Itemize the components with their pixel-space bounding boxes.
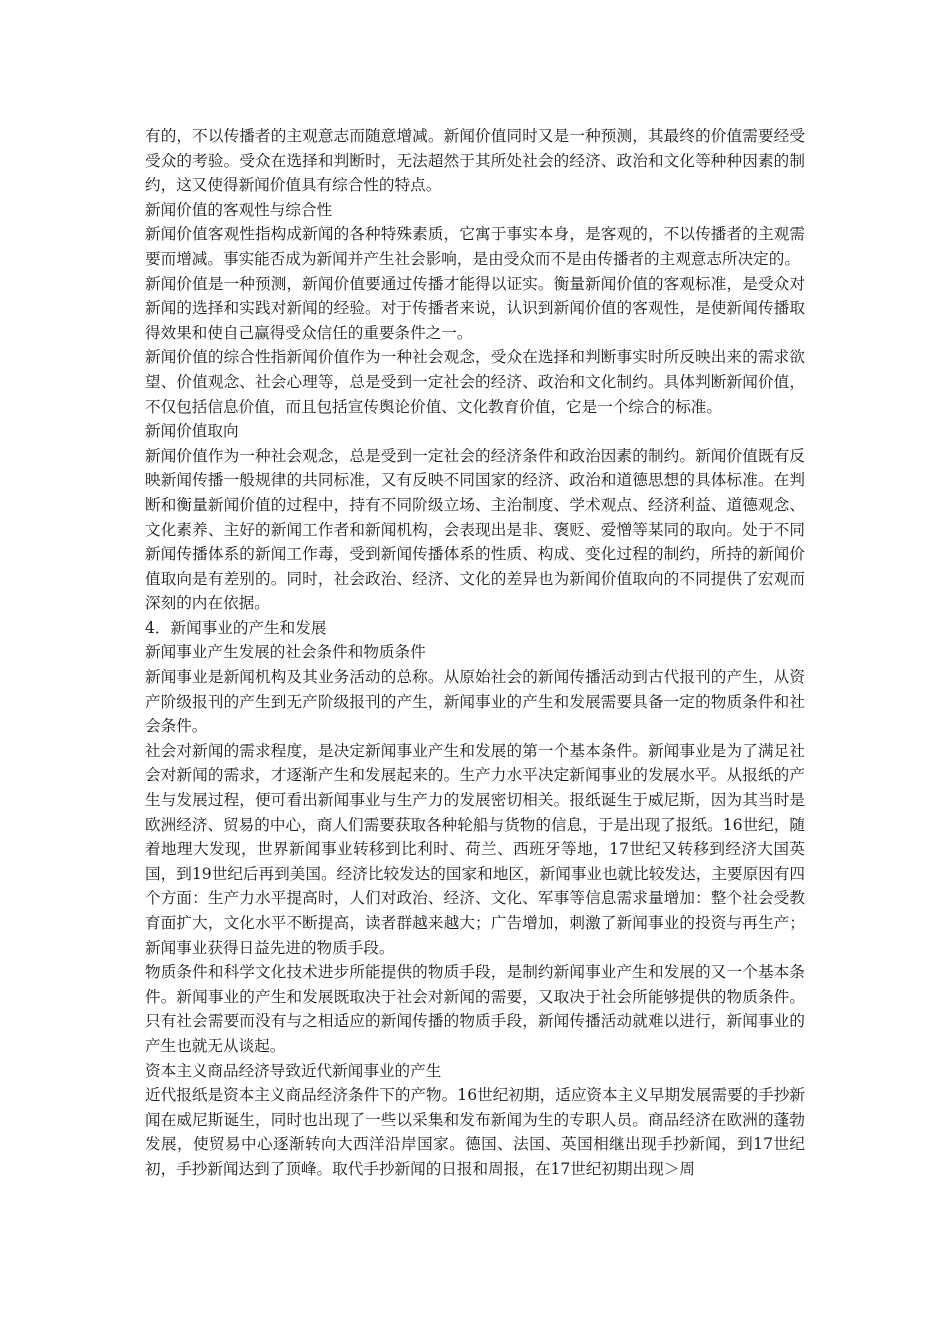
paragraph-material-conditions: 物质条件和科学文化技术进步所能提供的物质手段，是制约新闻事业产生和发展的又一个基本条件。新闻事业的产生和发展既取决于社会对新闻的需要，又取决于社会所能够提供的物质条件。只有社会需要而没有与之相适应的新闻传播的物质手段，新闻传播活动就难以进行，新闻事业的产生也就无从谈起。	[145, 963, 805, 1055]
subheading-conditions: 新闻事业产生发展的社会条件和物质条件	[145, 643, 426, 662]
paragraph-prediction: 新闻价值是一种预测，新闻价值要通过传播才能得以证实。衡量新闻价值的客观标准，是受众对新闻的选择和实践对新闻的经验。对于传播者来说，认识到新闻价值的客观性，是使新闻传播取得效果和使自己赢得受众信任的重要条件之一。	[145, 274, 805, 342]
paragraph-modern-newspapers: 近代报纸是资本主义商品经济条件下的产物。16世纪初期，适应资本主义早期发展需要的手抄新闻在威尼斯诞生，同时也出现了一些以采集和发布新闻为生的专职人员。商品经济在欧洲的蓬勃发展，使贸易中心逐渐转向大西洋沿岸国家。德国、法国、英国相继出现手抄新闻，到17世纪初，手抄新闻达到了顶峰。取代手抄新闻的日报和周报，在17世纪初期出现＞周	[145, 1086, 805, 1178]
subheading-capitalist-economy: 资本主义商品经济导致近代新闻事业的产生	[145, 1061, 442, 1080]
paragraph-social-demand: 社会对新闻的需求程度，是决定新闻事业产生和发展的第一个基本条件。新闻事业是为了满足社会对新闻的需求，才逐渐产生和发展起来的。生产力水平决定新闻事业的发展水平。从报纸的产生与发展过程，便可看出新闻事业与生产力的发展密切相关。报纸诞生于威尼斯，因为其当时是欧洲经济、贸易的中心，商人们需要获取各种轮船与货物的信息，于是出现了报纸。16世纪，随着地理大发现，世界新闻事业转移到比利时、荷兰、西班牙等地，17世纪又转移到经济大国英国，到19世纪后再到美国。经济比较发达的国家和地区，新闻事业也就比较发达，主要原因有四个方面：生产力水平提高时，人们对政治、经济、文化、军事等信息需求量增加：整个社会受教育面扩大，文化水平不断提高，读者群越来越大；广告增加，刺激了新闻事业的投资与再生产；新闻事业获得日益先进的物质手段。	[145, 741, 805, 957]
paragraph-comprehensiveness: 新闻价值的综合性指新闻价值作为一种社会观念，受众在选择和判断事实时所反映出来的需求欲望、价值观念、社会心理等，总是受到一定社会的经济、政治和文化制约。具体判断新闻价值，不仅包括信息价值，而且包括宣传舆论价值、文化教育价值，它是一个综合的标准。	[145, 348, 805, 416]
section-heading-objectivity: 新闻价值的客观性与综合性	[145, 200, 333, 219]
document-body	[145, 124, 805, 1182]
section-heading-orientation: 新闻价值取向	[145, 422, 239, 441]
paragraph-objectivity: 新闻价值客观性指构成新闻的各种特殊素质，它寓于事实本身，是客观的，不以传播者的主观需要而增减。事实能否成为新闻并产生社会影响，是由受众而不是由传播者的主观意志所决定的。	[145, 225, 805, 268]
paragraph-continuation: 有的，不以传播者的主观意志而随意增减。新闻价值同时又是一种预测，其最终的价值需要经受受众的考验。受众在选择和判断时，无法超然于其所处社会的经济、政治和文化等种种因素的制约，这又使得新闻价值具有综合性的特点。	[145, 127, 805, 195]
section-heading-journalism-development: 4．新闻事业的产生和发展	[145, 618, 327, 637]
paragraph-orientation: 新闻价值作为一种社会观念，总是受到一定社会的经济条件和政治因素的制约。新闻价值既有反映新闻传播一般规律的共同标准，又有反映不同国家的经济、政治和道德思想的具体标准。在判断和衡量新闻价值的过程中，持有不同阶级立场、主治制度、学术观点、经济利益、道德观念、文化素养、主好的新闻工作者和新闻机构，会表现出是非、褒贬、爱憎等某同的取向。处于不同新闻传播体系的新闻工作毒，受到新闻传播体系的性质、构成、变化过程的制约，所持的新闻价值取向是有差别的。同时，社会政治、经济、文化的差异也为新闻价值取向的不同提供了宏观而深刻的内在依据。	[145, 446, 805, 613]
paragraph-journalism-definition: 新闻事业是新闻机构及其业务活动的总称。从原始社会的新闻传播活动到古代报刊的产生，从资产阶级报刊的产生到无产阶级报刊的产生，新闻事业的产生和发展需要具备一定的物质条件和社会条件。	[145, 668, 805, 736]
